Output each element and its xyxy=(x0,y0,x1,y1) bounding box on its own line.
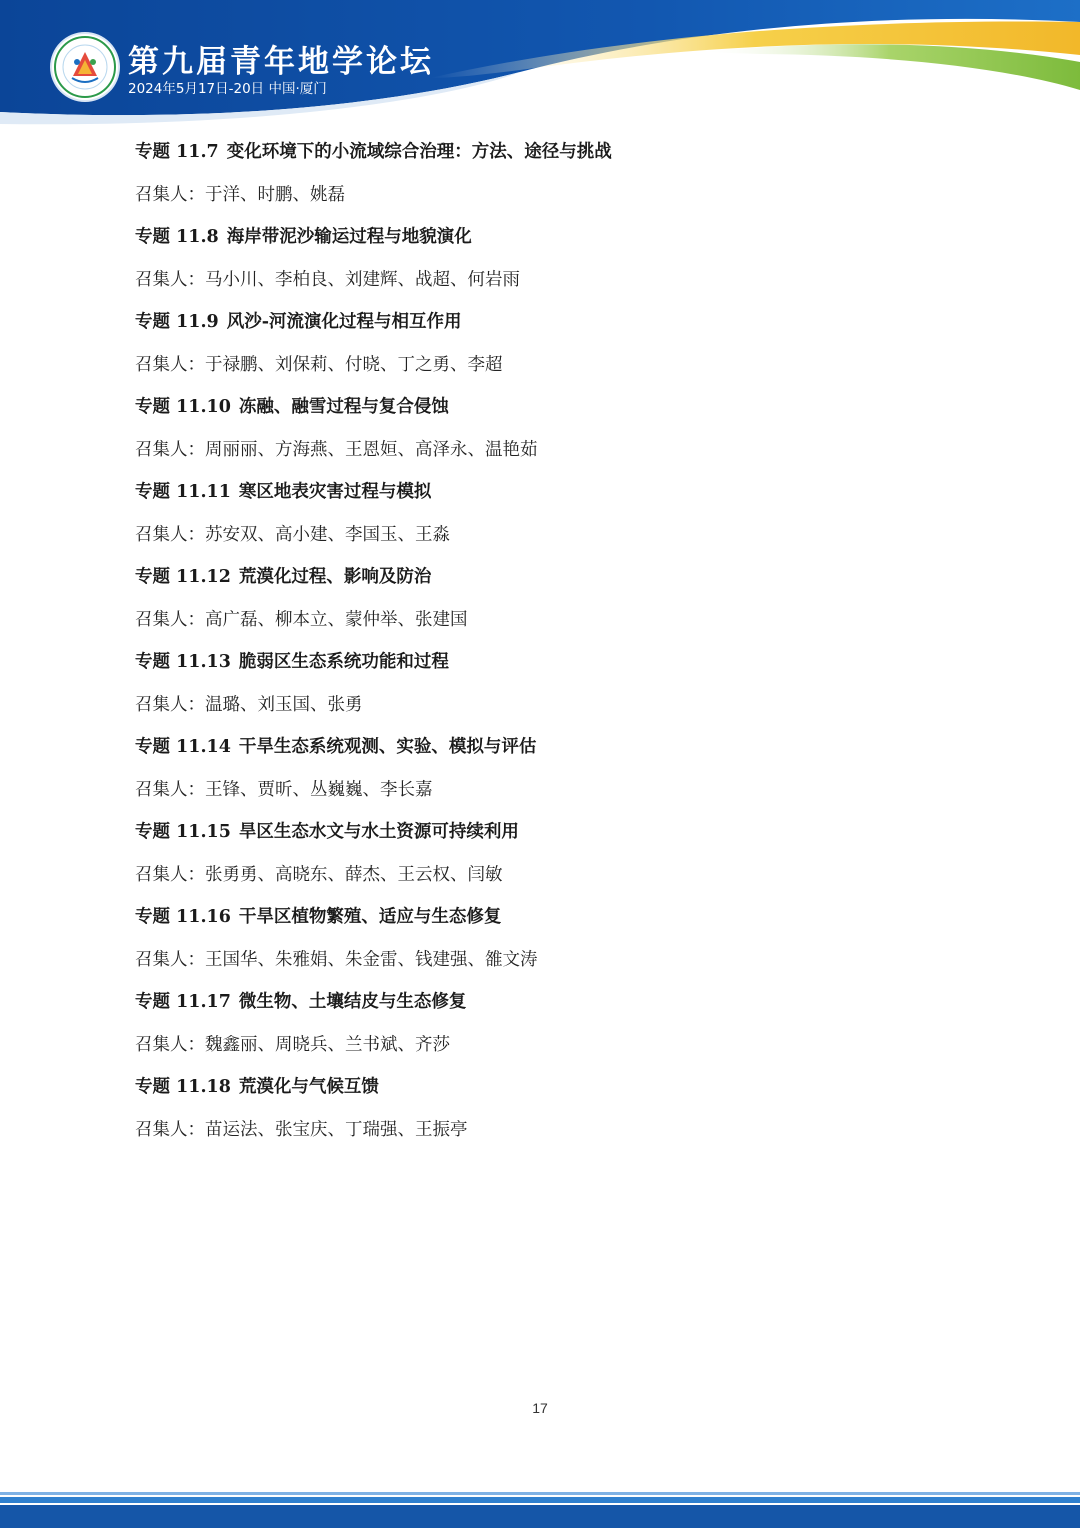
topic-heading xyxy=(135,216,955,259)
forum-title: 第九届青年地学论坛 xyxy=(128,44,434,80)
convener-label: 召集人： xyxy=(135,949,205,970)
convener-line xyxy=(135,939,955,982)
topic-prefix: 专题 xyxy=(135,312,170,332)
topic-item xyxy=(135,556,955,641)
convener-label: 召集人： xyxy=(135,524,205,545)
convener-label: 召集人： xyxy=(135,694,205,715)
topic-number: 11.7 xyxy=(176,142,219,162)
topic-heading xyxy=(135,131,955,174)
convener-names: 温璐、刘玉国、张勇 xyxy=(205,694,363,715)
topic-prefix: 专题 xyxy=(135,142,170,162)
convener-line xyxy=(135,684,955,727)
footer-stripe-light xyxy=(0,1492,1080,1495)
topic-heading xyxy=(135,471,955,514)
convener-names: 魏鑫丽、周晓兵、兰书斌、齐莎 xyxy=(205,1034,450,1055)
topic-heading xyxy=(135,811,955,854)
topic-number: 11.16 xyxy=(176,907,231,927)
topic-heading xyxy=(135,1066,955,1109)
topic-title: 微生物、土壤结皮与生态修复 xyxy=(238,992,467,1012)
convener-label: 召集人： xyxy=(135,779,205,800)
footer-stripe-mid xyxy=(0,1497,1080,1503)
convener-label: 召集人： xyxy=(135,269,205,290)
topic-prefix: 专题 xyxy=(135,1077,170,1097)
topic-title: 冻融、融雪过程与复合侵蚀 xyxy=(238,397,449,417)
page-header xyxy=(0,0,1080,130)
topic-heading xyxy=(135,981,955,1024)
topic-title: 海岸带泥沙输运过程与地貌演化 xyxy=(226,227,472,247)
topic-number: 11.13 xyxy=(176,652,231,672)
convener-label: 召集人： xyxy=(135,1119,205,1140)
topic-number: 11.14 xyxy=(176,737,231,757)
convener-label: 召集人： xyxy=(135,354,205,375)
topic-title: 变化环境下的小流域综合治理：方法、途径与挑战 xyxy=(226,142,612,162)
topic-item xyxy=(135,386,955,471)
topic-title: 寒区地表灾害过程与模拟 xyxy=(238,482,432,502)
convener-line xyxy=(135,514,955,557)
topic-number: 11.9 xyxy=(176,312,219,332)
convener-line xyxy=(135,769,955,812)
convener-names: 于禄鹏、刘保莉、付晓、丁之勇、李超 xyxy=(205,354,503,375)
topic-prefix: 专题 xyxy=(135,397,170,417)
convener-label: 召集人： xyxy=(135,1034,205,1055)
topic-item xyxy=(135,981,955,1066)
topic-item xyxy=(135,131,955,216)
topic-number: 11.17 xyxy=(176,992,231,1012)
topic-prefix: 专题 xyxy=(135,227,170,247)
convener-names: 王锋、贾昕、丛巍巍、李长嘉 xyxy=(205,779,433,800)
topic-number: 11.10 xyxy=(176,397,231,417)
convener-label: 召集人： xyxy=(135,864,205,885)
topic-heading xyxy=(135,556,955,599)
convener-names: 苗运法、张宝庆、丁瑞强、王振亭 xyxy=(205,1119,468,1140)
topic-number: 11.8 xyxy=(176,227,219,247)
topic-heading xyxy=(135,641,955,684)
topic-title: 干旱区植物繁殖、适应与生态修复 xyxy=(238,907,502,927)
convener-names: 周丽丽、方海燕、王恩姮、高泽永、温艳茹 xyxy=(205,439,538,460)
topic-item xyxy=(135,1066,955,1151)
topic-prefix: 专题 xyxy=(135,907,170,927)
convener-names: 于洋、时鹏、姚磊 xyxy=(205,184,345,205)
topic-prefix: 专题 xyxy=(135,567,170,587)
convener-line xyxy=(135,174,955,217)
topic-number: 11.15 xyxy=(176,822,231,842)
topic-number: 11.11 xyxy=(176,482,231,502)
convener-line xyxy=(135,1024,955,1067)
topic-heading xyxy=(135,896,955,939)
topic-prefix: 专题 xyxy=(135,992,170,1012)
topic-title: 旱区生态水文与水土资源可持续利用 xyxy=(238,822,519,842)
topic-number: 11.18 xyxy=(176,1077,231,1097)
topic-heading xyxy=(135,386,955,429)
topic-list xyxy=(135,131,955,1151)
topic-item xyxy=(135,641,955,726)
convener-names: 张勇勇、高晓东、薛杰、王云权、闫敏 xyxy=(205,864,503,885)
topic-item xyxy=(135,301,955,386)
topic-item xyxy=(135,726,955,811)
convener-label: 召集人： xyxy=(135,184,205,205)
convener-line xyxy=(135,429,955,472)
topic-heading xyxy=(135,301,955,344)
convener-label: 召集人： xyxy=(135,439,205,460)
convener-line xyxy=(135,344,955,387)
topic-title: 荒漠化与气候互馈 xyxy=(238,1077,379,1097)
forum-date-location: 2024年5月17日-20日 中国·厦门 xyxy=(128,81,327,97)
topic-item xyxy=(135,471,955,556)
topic-title: 风沙-河流演化过程与相互作用 xyxy=(226,312,462,332)
topic-prefix: 专题 xyxy=(135,822,170,842)
convener-line xyxy=(135,1109,955,1152)
topic-title: 干旱生态系统观测、实验、模拟与评估 xyxy=(238,737,537,757)
convener-line xyxy=(135,259,955,302)
topic-item xyxy=(135,896,955,981)
topic-prefix: 专题 xyxy=(135,482,170,502)
topic-prefix: 专题 xyxy=(135,737,170,757)
forum-logo-icon xyxy=(52,34,118,100)
convener-names: 王国华、朱雅娟、朱金雷、钱建强、雒文涛 xyxy=(205,949,538,970)
convener-line xyxy=(135,854,955,897)
convener-line xyxy=(135,599,955,642)
convener-names: 马小川、李柏良、刘建辉、战超、何岩雨 xyxy=(205,269,520,290)
page-number: 17 xyxy=(532,1400,548,1416)
topic-prefix: 专题 xyxy=(135,652,170,672)
topic-item xyxy=(135,216,955,301)
topic-title: 脆弱区生态系统功能和过程 xyxy=(238,652,449,672)
topic-number: 11.12 xyxy=(176,567,231,587)
topic-heading xyxy=(135,726,955,769)
footer-stripe-dark xyxy=(0,1505,1080,1528)
forum-logo xyxy=(52,34,118,100)
topic-title: 荒漠化过程、影响及防治 xyxy=(238,567,432,587)
convener-names: 高广磊、柳本立、蒙仲举、张建国 xyxy=(205,609,468,630)
topic-item xyxy=(135,811,955,896)
convener-names: 苏安双、高小建、李国玉、王淼 xyxy=(205,524,450,545)
convener-label: 召集人： xyxy=(135,609,205,630)
